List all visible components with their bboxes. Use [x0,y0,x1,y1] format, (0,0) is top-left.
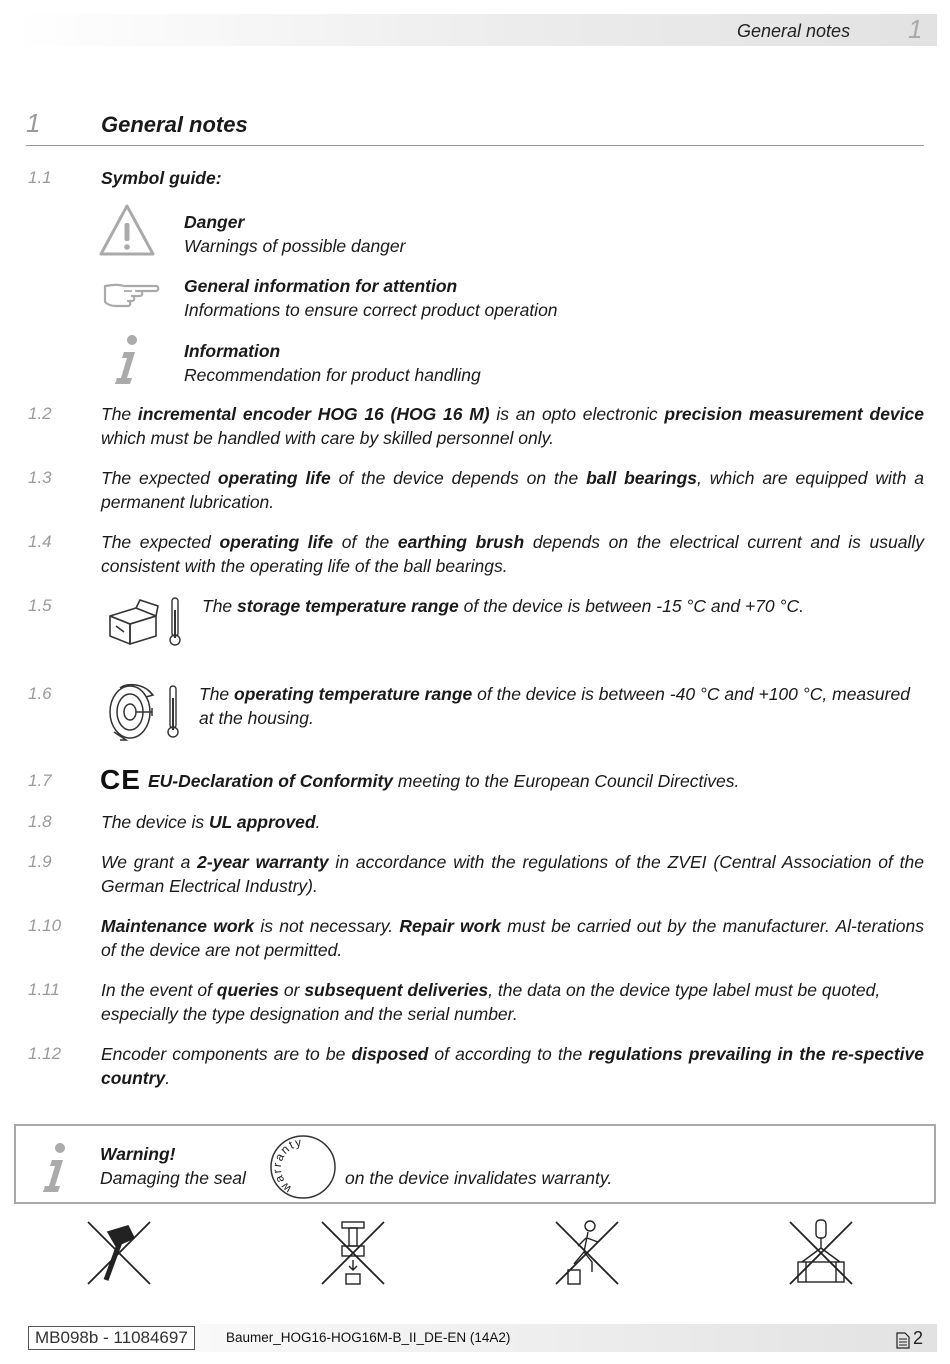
symbol-attention-title: General information for attention [184,276,458,296]
warning-title: Warning! [100,1144,176,1164]
note-number: 1.9 [28,852,52,871]
note-1-12: Encoder components are to be disposed of according to the regulations prevailing in the re-spective country. [101,1044,924,1088]
no-standing-on-device-icon [318,1218,388,1288]
note-1-4: The expected operating life of the earthing brush depends on the electrical current and is usually consistent with the operating life of the ball bearings. [101,532,924,576]
danger-triangle-icon [98,203,156,257]
note-number: 1.4 [28,532,52,551]
note-number: 1.7 [28,771,52,790]
document-filename: Baumer_HOG16-HOG16M-B_II_DE-EN (14A2) [226,1330,511,1345]
note-number: 1.1 [28,168,52,187]
no-stepping-icon [552,1218,622,1288]
note-number: 1.2 [28,404,52,423]
note-1-5: The storage temperature range of the device is between -15 °C and +70 °C. [202,596,805,616]
page-number: 2 [913,1328,924,1348]
section-title: General notes [101,112,248,137]
note-1-9: We grant a 2-year warranty in accordance with the regulations of the ZVEI (Central Association of the German Electrical Industry). [101,852,924,896]
note-1-2: The incremental encoder HOG 16 (HOG 16 M) is an opto electronic precision measurement device which must be handled with care by skilled personnel only. [101,404,924,448]
section-number: 1 [26,108,41,138]
note-number: 1.6 [28,684,52,703]
note-number: 1.12 [28,1044,62,1063]
operating-encoder-thermometer-icon [100,680,184,744]
warranty-seal-icon [268,1134,338,1200]
header-title: General notes [737,21,851,41]
symbol-information-desc: Recommendation for product handling [184,365,481,385]
symbol-attention-desc: Informations to ensure correct product operation [184,300,558,320]
note-1-10: Maintenance work is not necessary. Repair work must be carried out by the manufacturer. Al-terations of the device are not permitted. [101,916,924,960]
note-1-11: In the event of queries or subsequent deliveries, the data on the device type label must be quoted, especially the type designation and the serial number. [101,980,881,1024]
pointing-hand-icon [102,280,160,310]
note-1-3: The expected operating life of the device depends on the ball bearings, which are equipped with a permanent lubrication. [101,468,925,512]
symbol-guide-title: Symbol guide: [101,168,222,188]
symbol-danger-desc: Warnings of possible danger [184,236,406,256]
warning-text-end: on the device invalidates warranty. [345,1168,613,1188]
note-1-6: The operating temperature range of the device is between -40 °C and +100 °C, measured at the housing. [199,684,910,728]
note-number: 1.3 [28,468,52,487]
note-number: 1.11 [28,980,60,999]
svg-text:warranty [270,1135,304,1197]
warranty-seal-label: warranty [269,1134,304,1196]
ce-mark-icon: CE [100,764,141,795]
symbol-information-title: Information [184,341,281,361]
page-document-icon [896,1332,910,1349]
note-number: 1.5 [28,596,52,615]
note-1-7: EU-Declaration of Conformity meeting to the European Council Directives. [148,771,740,791]
warning-text-start: Damaging the seal [100,1168,246,1188]
no-lifting-by-shaft-icon [786,1218,856,1288]
document-id: MB098b - 11084697 [28,1326,195,1350]
no-hammer-icon [84,1218,154,1288]
section-divider [26,145,924,146]
info-i-icon [38,1140,74,1194]
note-number: 1.10 [28,916,62,935]
symbol-danger-title: Danger [184,212,245,232]
note-number: 1.8 [28,812,52,831]
header-chapter-number: 1 [908,14,923,44]
info-i-icon [110,332,146,386]
note-1-8: The device is UL approved. [101,812,321,832]
storage-box-thermometer-icon [106,596,186,648]
